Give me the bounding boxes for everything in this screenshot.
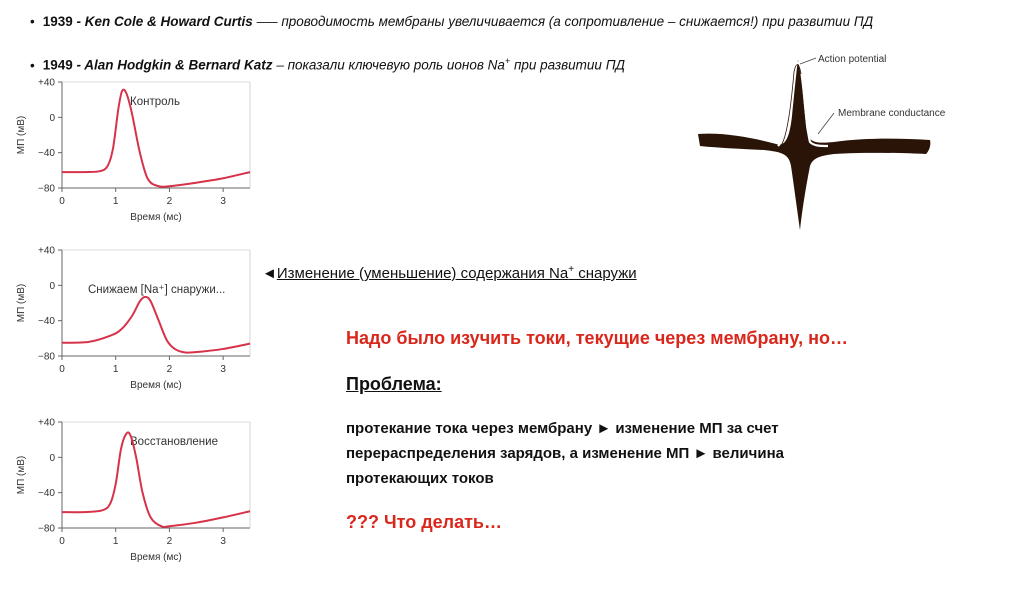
bullet-text-after: при развитии ПД bbox=[510, 57, 625, 73]
label-membrane-conductance: Membrane conductance bbox=[838, 108, 946, 119]
bullet-authors: Ken Cole & Howard Curtis bbox=[84, 14, 253, 29]
problem-line: перераспределения зарядов, а изменение МП ► величина bbox=[346, 445, 784, 462]
chart-reduced-na-svg bbox=[8, 244, 258, 414]
chart-recovery bbox=[8, 416, 258, 586]
x-tick-label: 0 bbox=[59, 364, 65, 375]
x-tick-label: 2 bbox=[166, 364, 173, 375]
ap-conductance-figure bbox=[694, 46, 974, 236]
problem-line: протекание тока через мембрану ► изменение МП за счет bbox=[346, 420, 779, 437]
y-tick-label: −80 bbox=[38, 523, 55, 535]
left-arrow-icon: ◄ bbox=[262, 265, 277, 282]
y-tick-label: −80 bbox=[38, 183, 55, 195]
x-tick-label: 3 bbox=[220, 364, 226, 375]
chart-title-label: Восстановление bbox=[130, 436, 218, 448]
y-tick-label: 0 bbox=[49, 112, 55, 124]
bullet-text: – показали ключевую роль ионов Na bbox=[272, 57, 505, 73]
x-tick-label: 3 bbox=[220, 536, 226, 547]
bullet-authors: Alan Hodgkin & Bernard Katz bbox=[84, 57, 273, 73]
x-tick-label: 0 bbox=[59, 536, 65, 547]
x-axis-label: Время (мс) bbox=[130, 552, 182, 563]
chart-title-label: Контроль bbox=[130, 96, 180, 108]
leader-line-conductance bbox=[818, 113, 834, 134]
x-tick-label: 1 bbox=[112, 196, 119, 207]
membrane-potential-line bbox=[62, 297, 250, 353]
na-note-text-after: снаружи bbox=[574, 265, 637, 282]
chart-control bbox=[8, 76, 258, 246]
y-tick-label: 0 bbox=[49, 280, 55, 292]
y-tick-label: 0 bbox=[49, 452, 55, 464]
y-tick-label: +40 bbox=[38, 77, 55, 89]
leader-line-ap bbox=[800, 58, 816, 64]
x-tick-label: 3 bbox=[220, 196, 226, 207]
bullet-year: 1939 bbox=[42, 14, 73, 29]
bullet-superscript: + bbox=[504, 56, 511, 66]
y-tick-label: −80 bbox=[38, 351, 55, 363]
y-tick-label: +40 bbox=[38, 417, 55, 429]
bullet-1939: • 1939 - Ken Cole & Howard Curtis –— проводимость мембраны увеличивается (а сопротивление – снижается!) при развитии ПД bbox=[30, 14, 874, 29]
x-tick-label: 1 bbox=[112, 536, 119, 547]
x-axis-label: Время (мс) bbox=[130, 212, 182, 223]
chart-title-label: Снижаем [Na⁺] снаружи... bbox=[88, 284, 226, 296]
problem-text bbox=[346, 416, 946, 491]
x-tick-label: 2 bbox=[166, 536, 173, 547]
y-tick-label: −40 bbox=[38, 488, 55, 500]
y-tick-label: −40 bbox=[38, 316, 55, 328]
x-axis-label: Время (мс) bbox=[130, 380, 182, 391]
x-tick-label: 1 bbox=[112, 364, 119, 375]
y-axis-label: МП (мВ) bbox=[16, 115, 27, 155]
bullet-dot: • bbox=[30, 57, 35, 73]
bullet-year: 1949 bbox=[42, 57, 73, 73]
y-tick-label: +40 bbox=[38, 245, 55, 257]
na-note-superscript: + bbox=[568, 264, 575, 275]
y-tick-label: −40 bbox=[38, 148, 55, 160]
problem-title: Проблема: bbox=[346, 374, 442, 394]
bullet-text: –— проводимость мембраны увеличивается (а сопротивление – снижается!) при развитии ПД bbox=[252, 14, 874, 29]
chart-control-svg bbox=[8, 76, 258, 246]
label-action-potential: Action potential bbox=[818, 54, 887, 65]
y-axis-label: МП (мВ) bbox=[16, 283, 27, 323]
bullet-1949: • 1949 - Alan Hodgkin & Bernard Katz – показали ключевую роль ионов Na+ при развитии ПД bbox=[30, 56, 625, 73]
na-note-text: Изменение (уменьшение) содержания Na bbox=[276, 265, 569, 282]
red-heading: Надо было изучить токи, текущие через мембрану, но… bbox=[346, 328, 848, 348]
x-tick-label: 0 bbox=[59, 196, 65, 207]
problem-line: протекающих токов bbox=[346, 470, 494, 487]
y-axis-label: МП (мВ) bbox=[16, 455, 27, 495]
x-tick-label: 2 bbox=[166, 196, 173, 207]
what-to-do: ??? Что делать… bbox=[346, 512, 502, 532]
na-note bbox=[262, 264, 637, 282]
bullet-dot: • bbox=[30, 14, 35, 29]
chart-recovery-svg bbox=[8, 416, 258, 586]
chart-reduced-na bbox=[8, 244, 258, 414]
